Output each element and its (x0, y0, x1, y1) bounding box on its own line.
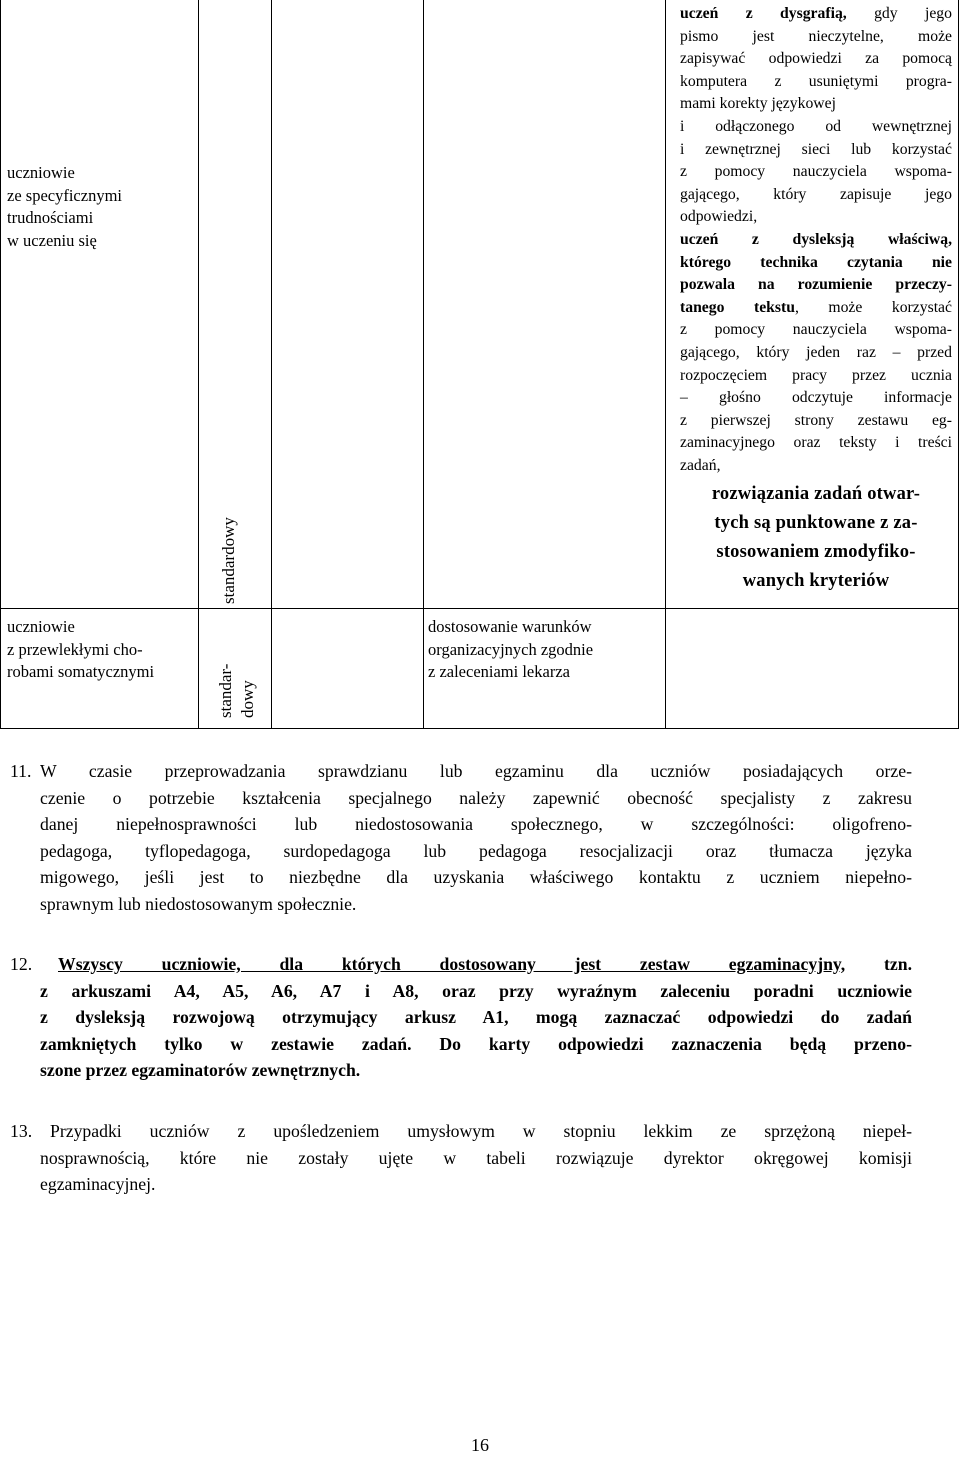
text-line: egzaminacyjnej. (40, 1174, 156, 1194)
text-line: Wszyscy uczniowie, dla których dostosowany jest zestaw egzaminacyjny, tzn. (58, 954, 913, 974)
text-line: i zewnętrznej sieci lub korzystać (680, 140, 952, 158)
text-line: mami korekty językowej (680, 95, 836, 113)
text-line: nosprawnością, które nie zostały ujęte w tabeli rozwiązuje dyrektor okręgowej komisji (40, 1147, 912, 1168)
text-line: W czasie przeprowadzania sprawdzianu lub egzaminu dla uczniów posiadających orze- (40, 761, 912, 781)
text-line: odpowiedzi, (680, 208, 758, 226)
text-line: z pomocy nauczyciela wspoma- (680, 321, 952, 339)
group-cell-chronic-diseases: uczniowie z przewlekłymi cho- robami somatycznymi (7, 617, 155, 681)
table-border-bottom (0, 728, 959, 729)
text-line: gającego, który zapisuje jego (680, 185, 952, 203)
text-line: migowego, jeśli jest to niezbędne dla uzyskania właściwego kontaktu z uczniem niepełno- (40, 867, 912, 887)
text-line: zamkniętych tylko w zestawie zadań. Do karty odpowiedzi zaznaczenia będą przeno- (40, 1033, 912, 1054)
text-line: – głośno odczytuje informacje (680, 389, 952, 407)
table-divider (271, 0, 272, 729)
text-line: tanego tekstu, może korzystać (680, 298, 952, 316)
text-line: którego technika czytania nie (680, 253, 952, 271)
table-divider (665, 0, 666, 729)
paragraph-13 (10, 1118, 912, 1198)
standard-label: standardowy (219, 517, 238, 604)
text-line: uczeń z dysleksją właściwą, (680, 230, 952, 248)
text-line: sprawnym lub niedostosowanym społecznie. (40, 893, 357, 914)
standard-label: standar- dowy (216, 663, 257, 718)
paragraph-number: 11. (10, 761, 32, 781)
text-line: z arkuszami A4, A5, A6, A7 i A8, oraz przy wyraźnym zaleceniu poradni uczniowie (40, 980, 912, 1001)
text-line: z pomocy nauczyciela wspoma- (680, 163, 952, 181)
text-line: pedagoga, tyflopedagoga, surdopedagoga lub pedagoga resocjalizacji oraz tłumacza języka (40, 840, 912, 861)
text-line: zapisywać odpowiedzi za pomocą (680, 50, 952, 68)
adjustments-cell (680, 3, 952, 596)
text-line: uczeń z dysgrafią, gdy jego (680, 5, 952, 22)
table-divider (198, 0, 199, 729)
text-line: i odłączonego od wewnętrznej (680, 117, 952, 135)
paragraph-12 (10, 951, 913, 1084)
group-cell-specific-difficulties: uczniowie ze specyficznymi trudnościami w uczeniu się (7, 163, 122, 250)
table-border-left (0, 0, 1, 729)
conditions-cell: dostosowanie warunków organizacyjnych zgodnie z zaleceniami lekarza (428, 617, 594, 681)
page-number: 16 (471, 1435, 489, 1455)
text-line: z pierwszej strony zestawu eg- (680, 411, 952, 429)
text-line: gającego, który jeden raz – przed (680, 343, 952, 361)
text-line: zaminacyjnego oraz teksty i treści (680, 434, 952, 452)
table-border-right (958, 0, 959, 729)
table-row-divider (0, 608, 959, 609)
text-line: pismo jest nieczytelne, może (680, 27, 952, 45)
paragraph-11 (10, 758, 912, 917)
paragraph-number: 12. (10, 954, 33, 974)
text-line: czenie o potrzebie kształcenia specjalnego należy zapewnić obecność specjalisty z zakresu (40, 787, 912, 808)
text-line: danej niepełnosprawności lub niedostosowania społecznego, w szczególności: oligofreno- (40, 814, 912, 834)
text-line: z dysleksją rozwojową otrzymujący arkusz A1, mogą zaznaczać odpowiedzi do zadań (40, 1007, 912, 1027)
text-line: rozpoczęciem pracy przez ucznia (680, 366, 952, 384)
text-line: komputera z usuniętymi progra- (680, 72, 952, 90)
text-line: pozwala na rozumienie przeczy- (680, 276, 952, 294)
text-line: Przypadki uczniów z upośledzeniem umysłowym w stopniu lekkim ze sprzężoną niepeł- (50, 1121, 912, 1141)
table-divider (423, 0, 424, 729)
text-line: szone przez egzaminatorów zewnętrznych. (40, 1060, 361, 1080)
paragraph-number: 13. (10, 1121, 33, 1141)
text-line: zadań, (680, 456, 721, 474)
scoring-note: rozwiązania zadań otwar- tych są punktowane z za- stosowaniem zmodyfiko- wanych kryteriów (711, 484, 921, 592)
